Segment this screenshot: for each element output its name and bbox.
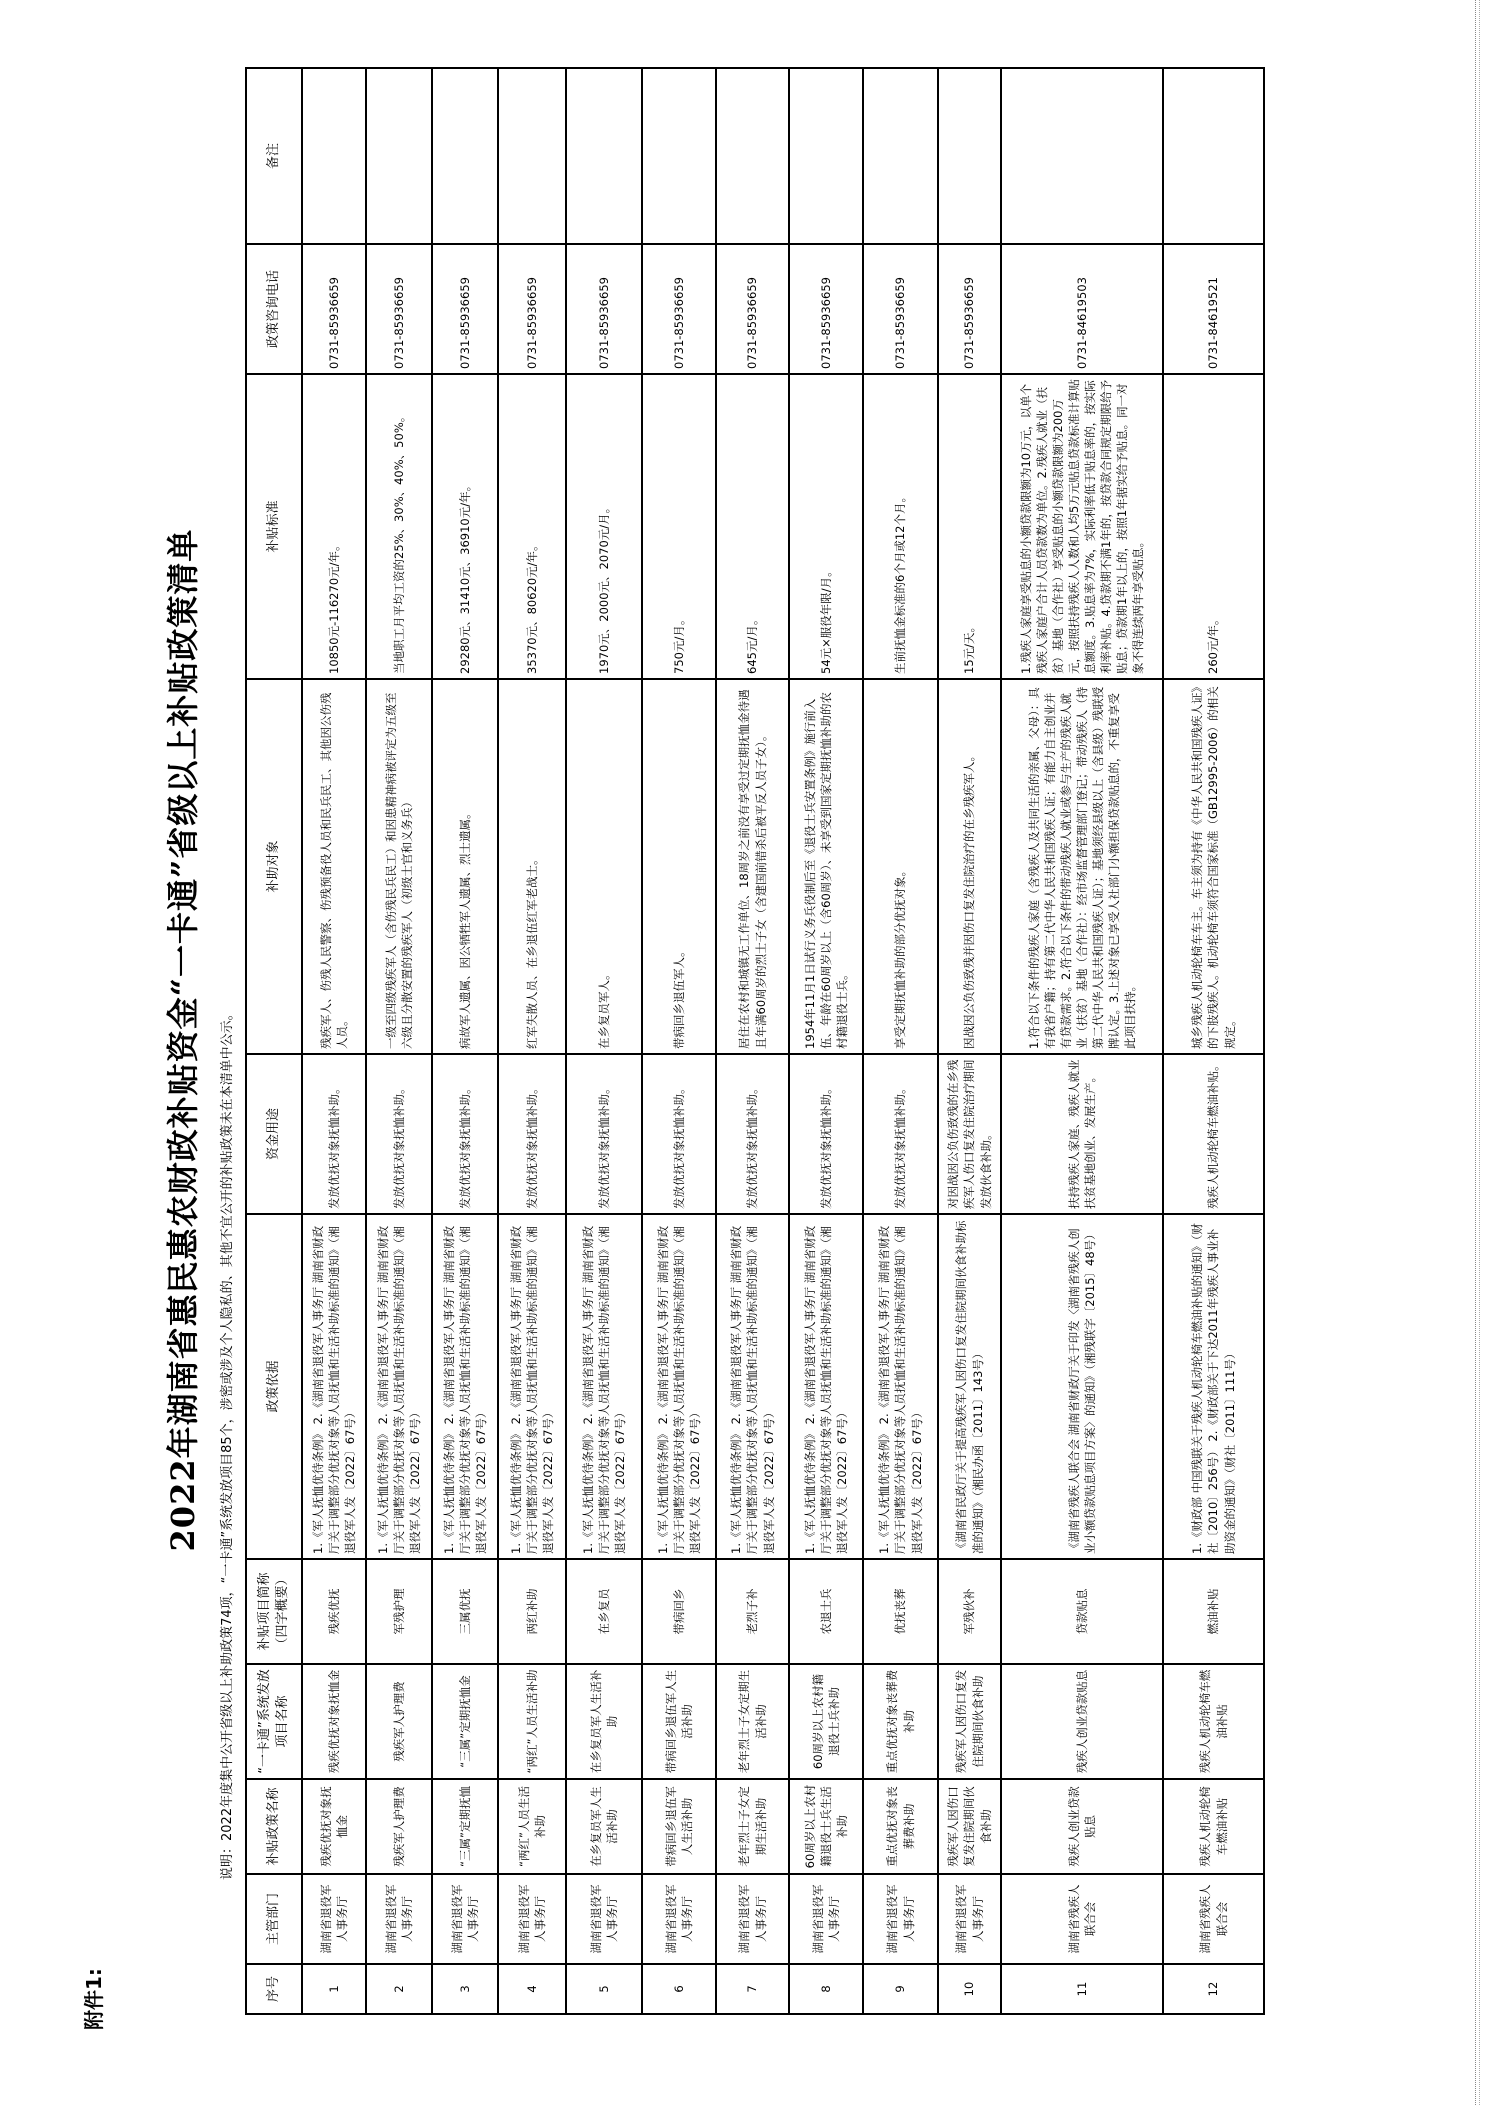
standard-cell: 260元/年。 [1163, 374, 1264, 679]
target-cell: 因战因公负伤致残并因伤口复发住院治疗的在乡残疾军人。 [938, 679, 1001, 1054]
remark-cell [432, 68, 498, 244]
policy-table [245, 67, 1265, 2015]
fund-use-cell: 发放优抚对象抚恤补助。 [302, 1054, 366, 1214]
standard-cell: 1970元、2000元、2070元/月。 [566, 374, 642, 679]
basis-cell: 1.《军人抚恤优待条例》 2.《湖南省退役军人事务厅 湖南省财政厅关于调整部分优抚对象等人员抚恤和生活补助标准的通知》（湘退役军人发〔2022〕67号） [716, 1214, 789, 1559]
standard-cell: 29280元、31410元、36910元/年。 [432, 374, 498, 679]
header-col-card-item: “一卡通”系统发放项目名称 [246, 1664, 302, 1779]
remark-cell [1163, 68, 1264, 244]
card-item-cell: 重点优抚对象丧葬费补助 [863, 1664, 938, 1779]
fund-use-cell: 扶持残疾人家庭、残疾人就业扶贫基地创业、发展生产。 [1001, 1054, 1163, 1214]
header-col-remark: 备注 [246, 68, 302, 244]
table-row [642, 68, 716, 2014]
standard-cell: 15元/天。 [938, 374, 1001, 679]
card-item-cell: 残疾人机动轮椅车燃油补贴 [1163, 1664, 1264, 1779]
basis-cell: 1.《军人抚恤优待条例》 2.《湖南省退役军人事务厅 湖南省财政厅关于调整部分优抚对象等人员抚恤和生活补助标准的通知》（湘退役军人发〔2022〕67号） [789, 1214, 863, 1559]
card-item-cell: 老年烈士子女定期生活补助 [716, 1664, 789, 1779]
remark-cell [302, 68, 366, 244]
phone-cell: 0731-85936659 [566, 244, 642, 374]
phone-cell: 0731-85936659 [302, 244, 366, 374]
card-item-cell: 残疾军人护理费 [366, 1664, 432, 1779]
short-name-cell: 军残伙补 [938, 1559, 1001, 1664]
policy-name-cell: 残疾人机动轮椅车燃油补贴 [1163, 1779, 1264, 1874]
header-col-basis: 政策依据 [246, 1214, 302, 1559]
phone-cell: 0731-85936659 [938, 244, 1001, 374]
short-name-cell: 老烈子补 [716, 1559, 789, 1664]
dept-cell: 湖南省退役军人事务厅 [566, 1874, 642, 1964]
standard-cell: 1.残疾人家庭享受贴息的小额贷款限额为10万元，以单个残疾人家庭户合计人员贷款数为单位。2.残疾人就业（扶贫）基地（合作社）享受贴息的小额贷款限额为200万元，按照扶持残疾人人数和人均5万元贴息贷款标准计算贴息额度。3.贴息率为7%，实际利率低于贴息率的，按实际利率补贴。4.贷款期不满1年的，按贷款合同规定期限给予贴息；贷款期1年以上的，按照1年据实给予贴息。同一对象不得连续两年享受贴息。 [1001, 374, 1163, 679]
fund-use-cell: 发放优抚对象抚恤补助。 [789, 1054, 863, 1214]
row-number: 7 [716, 1964, 789, 2014]
standard-cell: 35370元、80620元/年。 [498, 374, 566, 679]
table-row [366, 68, 432, 2014]
dept-cell: 湖南省退役军人事务厅 [498, 1874, 566, 1964]
card-item-cell: 60周岁以上农村籍退役士兵补助 [789, 1664, 863, 1779]
dept-cell: 湖南省退役军人事务厅 [938, 1874, 1001, 1964]
table-row [566, 68, 642, 2014]
standard-cell: 当地职工月平均工资的25%、30%、40%、50%。 [366, 374, 432, 679]
phone-cell: 0731-85936659 [863, 244, 938, 374]
fund-use-cell: 发放优抚对象抚恤补助。 [366, 1054, 432, 1214]
policy-name-cell: 残疾人创业贷款贴息 [1001, 1779, 1163, 1874]
basis-cell: 1.《军人抚恤优待条例》 2.《湖南省退役军人事务厅 湖南省财政厅关于调整部分优抚对象等人员抚恤和生活补助标准的通知》（湘退役军人发〔2022〕67号） [366, 1214, 432, 1559]
policy-name-cell: 残疾军人护理费 [366, 1779, 432, 1874]
document-note: 说明：2022年度集中公开省级以上补助政策74项，“一卡通”系统发放项目85个，涉密或涉及个人隐私的、其他不宜公开的补贴政策未在本清单中公示。 [220, 1007, 235, 1880]
policy-name-cell: “三属”定期抚恤 [432, 1779, 498, 1874]
row-number: 10 [938, 1964, 1001, 2014]
short-name-cell: 在乡复员 [566, 1559, 642, 1664]
table-row [938, 68, 1001, 2014]
phone-cell: 0731-84619503 [1001, 244, 1163, 374]
card-item-cell: 残疾人创业贷款贴息 [1001, 1664, 1163, 1779]
target-cell: 残疾军人、伤残人民警察、伤残预备役人员和民兵民工、其他因公伤残人员。 [302, 679, 366, 1054]
dept-cell: 湖南省退役军人事务厅 [642, 1874, 716, 1964]
dept-cell: 湖南省退役军人事务厅 [302, 1874, 366, 1964]
dept-cell: 湖南省残疾人联合会 [1163, 1874, 1264, 1964]
fund-use-cell: 残疾人机动轮椅车燃油补贴。 [1163, 1054, 1264, 1214]
phone-cell: 0731-85936659 [366, 244, 432, 374]
card-item-cell: 带病回乡退伍军人生活补助 [642, 1664, 716, 1779]
row-number: 11 [1001, 1964, 1163, 2014]
scan-edge [1475, 0, 1480, 2105]
row-number: 9 [863, 1964, 938, 2014]
header-col-policy-name: 补贴政策名称 [246, 1779, 302, 1874]
dept-cell: 湖南省退役军人事务厅 [366, 1874, 432, 1964]
attachment-label: 附件1: [82, 1968, 106, 2030]
policy-name-cell: 残疾优抚对象抚恤金 [302, 1779, 366, 1874]
card-item-cell: 残疾军人因伤口复发住院期间伙食补助 [938, 1664, 1001, 1779]
short-name-cell: 优抚丧葬 [863, 1559, 938, 1664]
short-name-cell: 军残护理 [366, 1559, 432, 1664]
fund-use-cell: 发放优抚对象抚恤补助。 [566, 1054, 642, 1214]
policy-name-cell: 老年烈士子女定期生活补助 [716, 1779, 789, 1874]
header-col-standard: 补贴标准 [246, 374, 302, 679]
basis-cell: 1.《军人抚恤优待条例》 2.《湖南省退役军人事务厅 湖南省财政厅关于调整部分优抚对象等人员抚恤和生活补助标准的通知》（湘退役军人发〔2022〕67号） [498, 1214, 566, 1559]
dept-cell: 湖南省残疾人联合会 [1001, 1874, 1163, 1964]
fund-use-cell: 发放优抚对象抚恤补助。 [863, 1054, 938, 1214]
phone-cell: 0731-85936659 [498, 244, 566, 374]
standard-cell: 54元×服役年限/月。 [789, 374, 863, 679]
header-col-phone: 政策咨询电话 [246, 244, 302, 374]
phone-cell: 0731-84619521 [1163, 244, 1264, 374]
row-number: 8 [789, 1964, 863, 2014]
short-name-cell: 燃油补贴 [1163, 1559, 1264, 1664]
card-item-cell: “三属”定期抚恤金 [432, 1664, 498, 1779]
target-cell: 带病回乡退伍军人。 [642, 679, 716, 1054]
row-number: 4 [498, 1964, 566, 2014]
short-name-cell: 带病回乡 [642, 1559, 716, 1664]
short-name-cell: 三属优抚 [432, 1559, 498, 1664]
target-cell: 病故军人遗属、因公牺牲军人遗属、烈士遗属。 [432, 679, 498, 1054]
fund-use-cell: 发放优抚对象抚恤补助。 [432, 1054, 498, 1214]
target-cell: 城乡残疾人机动轮椅车车主。车主须为持有《中华人民共和国残疾人证》的下肢残疾人。机动轮椅车须符合国家标准（GB12995-2006）的相关规定。 [1163, 679, 1264, 1054]
table-row [716, 68, 789, 2014]
remark-cell [789, 68, 863, 244]
row-number: 3 [432, 1964, 498, 2014]
header-col-short-name: 补贴项目简称（四字概要） [246, 1559, 302, 1664]
row-number: 12 [1163, 1964, 1264, 2014]
row-number: 1 [302, 1964, 366, 2014]
remark-cell [566, 68, 642, 244]
table-row [863, 68, 938, 2014]
basis-cell: 1.《财政部 中国残联关于残疾人机动轮椅车燃油补贴的通知》（财社〔2010〕256号） 2.《财政部关于下达2011年残疾人事业补助资金的通知》（财社〔2011〕111号） [1163, 1214, 1264, 1559]
dept-cell: 湖南省退役军人事务厅 [789, 1874, 863, 1964]
remark-cell [1001, 68, 1163, 244]
table-row [302, 68, 366, 2014]
standard-cell: 750元/月。 [642, 374, 716, 679]
policy-name-cell: 重点优抚对象丧葬费补助 [863, 1779, 938, 1874]
fund-use-cell: 发放优抚对象抚恤补助。 [642, 1054, 716, 1214]
remark-cell [938, 68, 1001, 244]
short-name-cell: 两红补助 [498, 1559, 566, 1664]
basis-cell: 1.《军人抚恤优待条例》 2.《湖南省退役军人事务厅 湖南省财政厅关于调整部分优抚对象等人员抚恤和生活补助标准的通知》（湘退役军人发〔2022〕67号） [863, 1214, 938, 1559]
header-col-dept: 主管部门 [246, 1874, 302, 1964]
card-item-cell: 在乡复员军人生活补助 [566, 1664, 642, 1779]
dept-cell: 湖南省退役军人事务厅 [716, 1874, 789, 1964]
row-number: 2 [366, 1964, 432, 2014]
dept-cell: 湖南省退役军人事务厅 [432, 1874, 498, 1964]
phone-cell: 0731-85936659 [789, 244, 863, 374]
target-cell: 享受定期抚恤补助的部分优抚对象。 [863, 679, 938, 1054]
header-col-no: 序号 [246, 1964, 302, 2014]
short-name-cell: 残疾优抚 [302, 1559, 366, 1664]
policy-name-cell: “两红”人员生活补助 [498, 1779, 566, 1874]
table-row [432, 68, 498, 2014]
table-header-row [246, 68, 302, 2014]
policy-name-cell: 残疾军人因伤口复发住院期间伙食补助 [938, 1779, 1001, 1874]
target-cell: 1954年11月1日试行义务兵役制后至《退役士兵安置条例》施行前入伍、年龄在60周岁以上（含60周岁）、未享受到国家定期抚恤补助的农村籍退役士兵。 [789, 679, 863, 1054]
short-name-cell: 贷款贴息 [1001, 1559, 1163, 1664]
basis-cell: 《湖南省民政厅关于提高残疾军人因伤口复发住院期间伙食补助标准的通知》（湘民办函〔2011〕143号） [938, 1214, 1001, 1559]
phone-cell: 0731-85936659 [716, 244, 789, 374]
phone-cell: 0731-85936659 [642, 244, 716, 374]
policy-name-cell: 60周岁以上农村籍退役士兵生活补助 [789, 1779, 863, 1874]
target-cell: 红军失散人员、在乡退伍红军老战士。 [498, 679, 566, 1054]
table-row [789, 68, 863, 2014]
standard-cell: 645元/月。 [716, 374, 789, 679]
document-title: 2022年湖南省惠民惠农财政补贴资金“一卡通”省级以上补贴政策清单 [164, 528, 202, 1552]
table-row [1163, 68, 1264, 2014]
row-number: 5 [566, 1964, 642, 2014]
header-col-target: 补助对象 [246, 679, 302, 1054]
remark-cell [716, 68, 789, 244]
rotated-document [82, 50, 1350, 2030]
table-body [302, 68, 1264, 2014]
target-cell: 一级至四级残疾军人（含伤残民兵民工）和因患精神病被评定为五级至六级且分散安置的残疾军人（初级士官和义务兵） [366, 679, 432, 1054]
target-cell: 居住在农村和城镇无工作单位、18周岁之前没有享受过定期抚恤金待遇且年满60周岁的烈士子女（含建国前错杀后被平反人员子女）。 [716, 679, 789, 1054]
remark-cell [498, 68, 566, 244]
dept-cell: 湖南省退役军人事务厅 [863, 1874, 938, 1964]
phone-cell: 0731-85936659 [432, 244, 498, 374]
basis-cell: 1.《军人抚恤优待条例》 2.《湖南省退役军人事务厅 湖南省财政厅关于调整部分优抚对象等人员抚恤和生活补助标准的通知》（湘退役军人发〔2022〕67号） [432, 1214, 498, 1559]
fund-use-cell: 对因战因公负伤致残的在乡残疾军人伤口复发住院治疗期间发放伙食补助。 [938, 1054, 1001, 1214]
basis-cell: 1.《军人抚恤优待条例》 2.《湖南省退役军人事务厅 湖南省财政厅关于调整部分优抚对象等人员抚恤和生活补助标准的通知》（湘退役军人发〔2022〕67号） [566, 1214, 642, 1559]
card-item-cell: 残疾优抚对象抚恤金 [302, 1664, 366, 1779]
remark-cell [863, 68, 938, 244]
fund-use-cell: 发放优抚对象抚恤补助。 [716, 1054, 789, 1214]
card-item-cell: “两红”人员生活补助 [498, 1664, 566, 1779]
short-name-cell: 农退士兵 [789, 1559, 863, 1664]
target-cell: 1.符合以下条件的残疾人家庭（含残疾人及共同生活的亲属、父母）：具有我省户籍；持有第二代中华人民共和国残疾人证；有能力自主创业并有贷款需求。2.符合以下条件的带动残疾人就业或参与生产的残疾人就业（扶贫）基地（合作社）：经市场监督管理部门登记；带动残疾人（持第二代中华人民共和国残疾人证）；基地须经县级以上（含县级）残联授牌认定。3.上述对象已享受人社部门小额担保贷款贴息的，不重复享受此项目扶持。 [1001, 679, 1163, 1054]
standard-cell: 10850元-116270元/年。 [302, 374, 366, 679]
table-row [498, 68, 566, 2014]
header-col-fund-use: 资金用途 [246, 1054, 302, 1214]
basis-cell: 1.《军人抚恤优待条例》 2.《湖南省退役军人事务厅 湖南省财政厅关于调整部分优抚对象等人员抚恤和生活补助标准的通知》（湘退役军人发〔2022〕67号） [302, 1214, 366, 1559]
row-number: 6 [642, 1964, 716, 2014]
basis-cell: 《湖南省残疾人联合会 湖南省财政厅关于印发〈湖南省残疾人创业小额贷款贴息项目方案〉的通知》（湘残联字〔2015〕48号） [1001, 1214, 1163, 1559]
remark-cell [642, 68, 716, 244]
standard-cell: 生前抚恤金标准的6个月或12个月。 [863, 374, 938, 679]
fund-use-cell: 发放优抚对象抚恤补助。 [498, 1054, 566, 1214]
policy-name-cell: 带病回乡退伍军人生活补助 [642, 1779, 716, 1874]
policy-name-cell: 在乡复员军人生活补助 [566, 1779, 642, 1874]
basis-cell: 1.《军人抚恤优待条例》 2.《湖南省退役军人事务厅 湖南省财政厅关于调整部分优抚对象等人员抚恤和生活补助标准的通知》（湘退役军人发〔2022〕67号） [642, 1214, 716, 1559]
remark-cell [366, 68, 432, 244]
target-cell: 在乡复员军人。 [566, 679, 642, 1054]
table-row [1001, 68, 1163, 2014]
